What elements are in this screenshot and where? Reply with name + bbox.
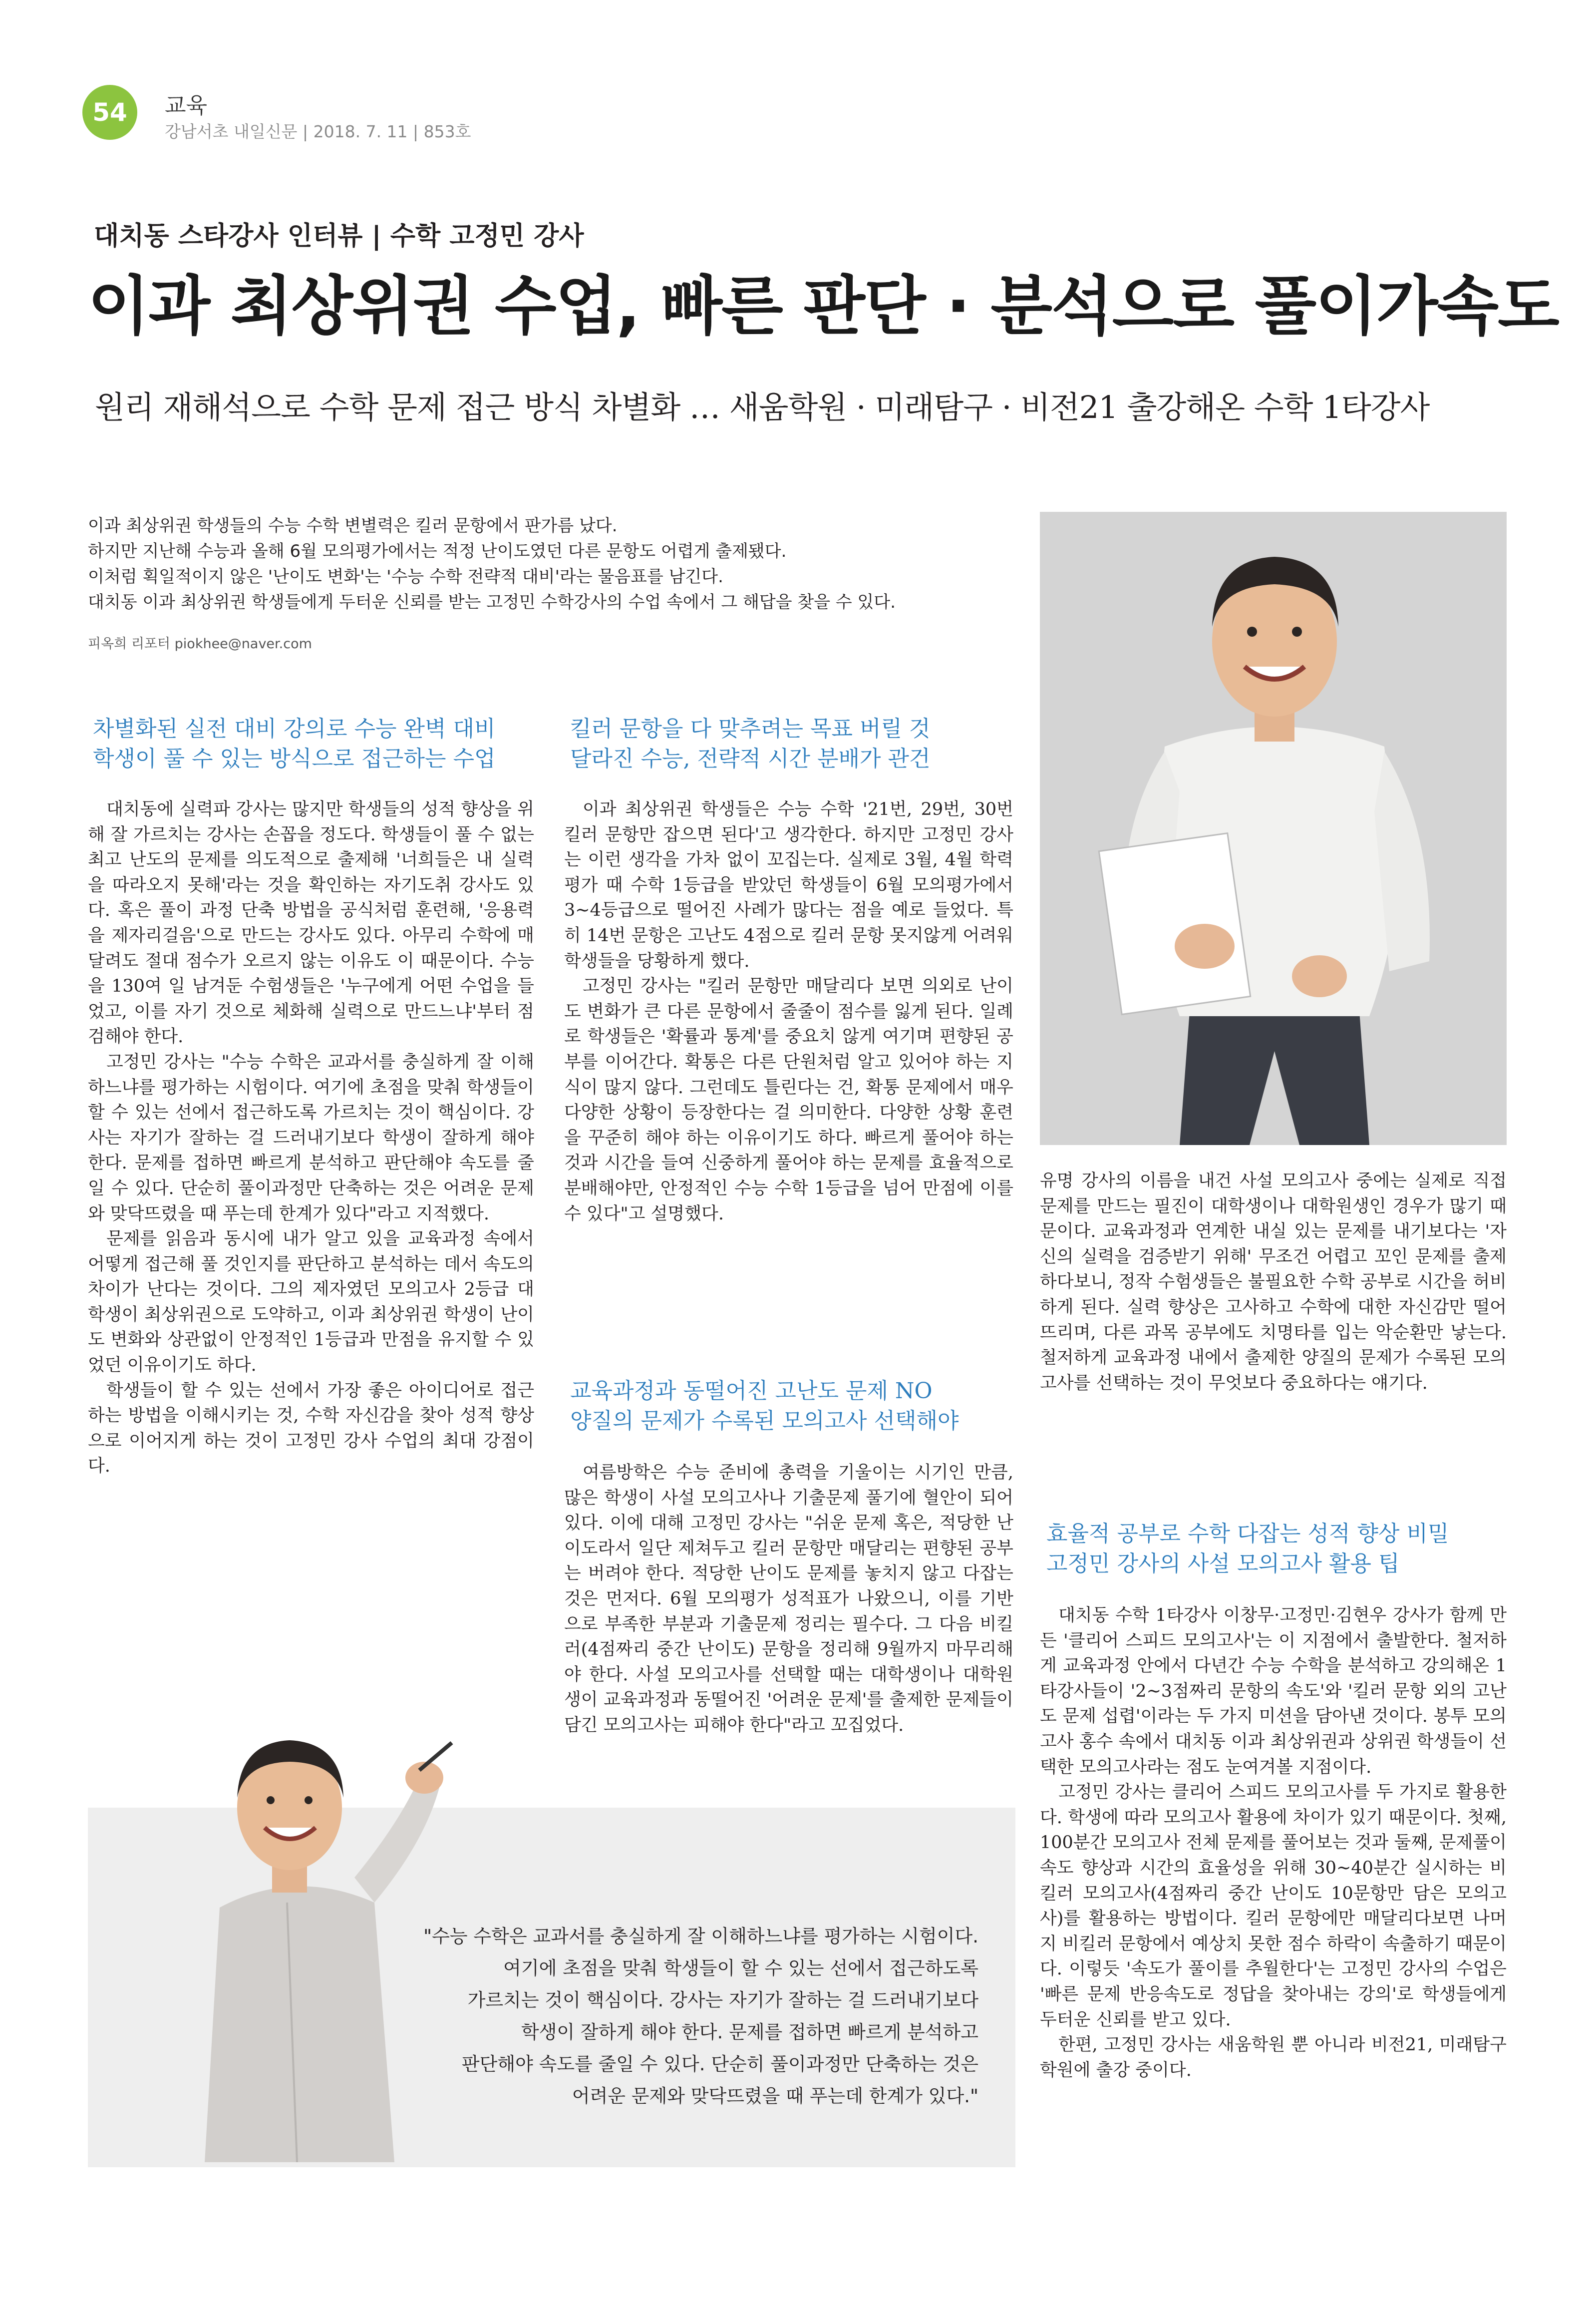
paragraph: 대치동 수학 1타강사 이창무·고정민·김현우 강사가 함께 만든 '클리어 스피드 모의고사'는 이 지점에서 출발한다. 철저하게 교육과정 안에서 다년간 수능 수학을 분석하고 강의해온 1타강사들이 '2~3점짜리 문항의 속도'와 '킬러 문항 외의 고난도 문제 섭렵'이라는 두 가지 미션을 담아낸 것이다. 봉투 모의고사 홍수 속에서 대치동 이과 최상위권과 상위권 학생들이 선택한 모의고사라는 점도 눈여겨볼 지점이다. — [1040, 1605, 1507, 1777]
lead-line: 대치동 이과 최상위권 학생들에게 두터운 신뢰를 받는 고정민 수학강사의 수업 속에서 그 해답을 찾을 수 있다. — [88, 592, 896, 612]
paragraph: 고정민 강사는 클리어 스피드 모의고사를 두 가지로 활용한다. 학생에 따라 모의고사 활용에 차이가 있기 때문이다. 첫째, 100분간 모의고사 전체 문제를 풀어보는 것과 둘째, 문제풀이 속도 향상과 시간의 효율성을 위해 30~40분간 실시하는 비킬러 모의고사(4점짜리 중간 난이도 10문항만 담은 모의고사)를 활용하는 방법이다. 킬러 문항에만 매달리다보면 나머지 비킬러 문항에서 예상치 못한 점수 하락이 속출하기 때문이다. 이렇듯 '속도가 풀이를 추월한다'는 고정민 강사의 수업은 '빠른 문제 반응속도로 정답을 찾아내는 강의'로 학생들에게 두터운 신뢰를 받고 있다. — [1040, 1782, 1507, 2030]
article-subhead: 원리 재해석으로 수학 문제 접근 방식 차별화 … 새움학원 · 미래탐구 · 비전21 출강해온 수학 1타강사 — [95, 389, 1430, 425]
instructor-portrait-photo — [1040, 512, 1507, 1145]
column-3-body-lower — [1040, 1603, 1507, 2083]
heading-line: 교육과정과 동떨어진 고난도 문제 NO — [570, 1378, 933, 1404]
paragraph: 유명 강사의 이름을 내건 사설 모의고사 중에는 실제로 직접 문제를 만드는 필진이 대학생이나 대학원생인 경우가 많기 때문이다. 교육과정과 연계한 내실 있는 문제를 내기보다는 '자신의 실력을 검증받기 위해' 무조건 어렵고 꼬인 문제를 출제하다보니, 정작 수험생들은 불필요한 수학 공부로 시간을 허비하게 된다. 실력 향상은 고사하고 수학에 대한 자신감만 떨어뜨리며, 다른 과목 공부에도 치명타를 입는 악순환만 낳는다. 철저하게 교육과정 내에서 출제한 양질의 문제가 수록된 모의고사를 선택하는 것이 무엇보다 중요하다는 얘기다. — [1040, 1171, 1507, 1393]
reporter-byline: 피옥희 리포터 piokhee@naver.com — [88, 636, 312, 652]
quote-line: 어려운 문제와 맞닥뜨렸을 때 푸는데 한계가 있다." — [572, 2085, 978, 2107]
quote-line: 가르치는 것이 핵심이다. 강사는 자기가 잘하는 걸 드러내기보다 — [467, 1989, 978, 2011]
paragraph: 대치동에 실력파 강사는 많지만 학생들의 성적 향상을 위해 잘 가르치는 강사는 손꼽을 정도다. 학생들이 풀 수 없는 최고 난도의 문제를 의도적으로 출제해 '너희들은 내 실력을 따라오지 못해'라는 것을 확인하는 자기도취 강사도 있다. 혹은 풀이 과정 단축 방법을 공식처럼 훈련해, '응용력을 제자리걸음'으로 만드는 강사도 있다. 아무리 수학에 매달려도 절대 점수가 오르지 않는 이유도 이 때문이다. 수능을 130여 일 남겨둔 수험생들은 '누구에게 어떤 수업을 들었고, 이를 자기 것으로 체화해 실력으로 만드느냐'부터 점검해야 한다. — [88, 799, 534, 1047]
paragraph: 이과 최상위권 학생들은 수능 수학 '21번, 29번, 30번 킬러 문항만 잡으면 된다'고 생각한다. 하지만 고정민 강사는 이런 생각을 가차 없이 꼬집는다. 실제로 3월, 4월 학력평가 때 수학 1등급을 받았던 학생들이 6월 모의평가에서 3~4등급으로 떨어진 사례가 많다는 점을 예로 들었다. 특히 14번 문항은 고난도 4점으로 킬러 문항 못지않게 어려워 학생들을 당황하게 했다. — [564, 799, 1013, 971]
quote-line: 여기에 초점을 맞춰 학생들이 할 수 있는 선에서 접근하도록 — [503, 1957, 978, 1979]
page-number-badge — [82, 85, 137, 140]
article-headline: 이과 최상위권 수업, 빠른 판단 · 분석으로 풀이가속도 — [88, 269, 1559, 344]
section-heading-killer — [570, 714, 1019, 774]
pull-quote — [409, 1921, 978, 2112]
column-2-body-lower — [564, 1460, 1013, 1840]
lead-line: 이처럼 획일적이지 않은 '난이도 변화'는 '수능 수학 전략적 대비'라는 물음표를 남긴다. — [88, 567, 723, 587]
lead-line: 이과 최상위권 학생들의 수능 수학 변별력은 킬러 문항에서 판가름 났다. — [88, 516, 618, 536]
section-heading-strategy — [93, 714, 522, 774]
heading-line: 달라진 수능, 전략적 시간 분배가 관건 — [570, 746, 931, 772]
heading-line: 차별화된 실전 대비 강의로 수능 완벽 대비 — [93, 716, 496, 742]
heading-line: 양질의 문제가 수록된 모의고사 선택해야 — [570, 1408, 959, 1434]
paragraph: 고정민 강사는 "킬러 문항만 매달리다 보면 의외로 난이도 변화가 큰 다른 문항에서 줄줄이 점수를 잃게 된다. 일례로 학생들은 '확률과 통계'를 중요치 않게 여기며 편향된 공부를 이어간다. 확통은 다른 단원처럼 알고 있어야 하는 지식이 많지 않다. 그런데도 틀린다는 건, 확통 문제에서 매우 다양한 상황이 등장한다는 걸 의미한다. 다양한 상황 훈련을 꾸준히 해야 하는 이유이기도 하다. 빠르게 풀어야 하는 것과 시간을 들여 신중하게 풀어야 하는 문제를 효율적으로 분배해야만, 안정적인 수능 수학 1등급을 넘어 만점에 이를 수 있다"고 설명했다. — [564, 976, 1013, 1224]
section-heading-mock-exam — [570, 1376, 1019, 1436]
paragraph: 한편, 고정민 강사는 새움학원 뿐 아니라 비전21, 미래탐구학원에 출강 중이다. — [1040, 2035, 1507, 2080]
page-number: 54 — [92, 98, 127, 127]
section-name: 교육 — [165, 93, 208, 118]
paragraph: 학생들이 할 수 있는 선에서 가장 좋은 아이디어로 접근하는 방법을 이해시키는 것, 수학 자신감을 찾아 성적 향상으로 이어지게 하는 것이 고정민 강사 수업의 최대 강점이다. — [88, 1380, 534, 1477]
quote-line: 학생이 잘하게 해야 한다. 문제를 접하면 빠르게 분석하고 — [521, 2021, 978, 2043]
column-2-body — [564, 797, 1013, 1226]
heading-line: 학생이 풀 수 있는 방식으로 접근하는 수업 — [93, 746, 496, 772]
heading-line: 효율적 공부로 수학 다잡는 성적 향상 비밀 — [1046, 1521, 1449, 1547]
quote-line: 판단해야 속도를 줄일 수 있다. 단순히 풀이과정만 단축하는 것은 — [461, 2053, 978, 2075]
paragraph: 여름방학은 수능 준비에 총력을 기울이는 시기인 만큼, 많은 학생이 사설 모의고사나 기출문제 풀기에 혈안이 되어 있다. 이에 대해 고정민 강사는 "쉬운 문제 혹은, 적당한 난이도라서 일단 제쳐두고 킬러 문항만 매달리는 편향된 공부는 버려야 한다. 적당한 난이도 문제를 놓치지 않고 다잡는 것은 먼저다. 6월 모의평가 성적표가 나왔으니, 이를 기반으로 부족한 부분과 기출문제 정리는 필수다. 그 다음 비킬러(4점짜리 중간 난이도) 문항을 정리해 9월까지 마무리해야 한다. 사설 모의고사를 선택할 때는 대학생이나 대학원생이 교육과정과 동떨어진 '어려운 문제'를 출제한 문제들이 담긴 모의고사는 피해야 한다"라고 꼬집었다. — [564, 1463, 1013, 1735]
lead-line: 하지만 지난해 수능과 올해 6월 모의평가에서는 적정 난이도였던 다른 문항도 어렵게 출제됐다. — [88, 541, 787, 561]
heading-line: 고정민 강사의 사설 모의고사 활용 팁 — [1046, 1551, 1400, 1576]
paragraph: 고정민 강사는 "수능 수학은 교과서를 충실하게 잘 이해하느냐를 평가하는 시험이다. 여기에 초점을 맞춰 학생들이 할 수 있는 선에서 접근하도록 가르치는 것이 핵심이다. 강사는 자기가 잘하는 걸 드러내기보다 학생이 잘하게 해야 한다. 문제를 접하면 빠르게 분석하고 판단해야 속도를 줄일 수 있다. 단순히 풀이과정만 단축하는 것은 어려운 문제와 맞닥뜨렸을 때 푸는데 한계가 있다"라고 지적했다. — [88, 1052, 534, 1224]
column-1-body — [88, 797, 534, 1479]
heading-line: 킬러 문항을 다 맞추려는 목표 버릴 것 — [570, 716, 931, 742]
paragraph: 문제를 읽음과 동시에 내가 알고 있을 교육과정 속에서 어떻게 접근해 풀 것인지를 판단하고 분석하는 데서 속도의 차이가 난다는 것이다. 그의 제자였던 모의고사 2등급 대 학생이 최상위권으로 도약하고, 이과 최상위권 학생이 난이도 변화와 상관없이 안정적인 1등급과 만점을 유지할 수 있었던 이유이기도 하다. — [88, 1229, 534, 1376]
section-heading-tips — [1046, 1519, 1506, 1579]
article-kicker: 대치동 스타강사 인터뷰 | 수학 고정민 강사 — [94, 221, 584, 251]
article-lead — [88, 513, 1036, 615]
quote-line: "수능 수학은 교과서를 충실하게 잘 이해하느냐를 평가하는 시험이다. — [423, 1926, 978, 1947]
issue-info: 강남서초 내일신문 | 2018. 7. 11 | 853호 — [165, 122, 471, 141]
column-3-body — [1040, 1168, 1507, 1396]
